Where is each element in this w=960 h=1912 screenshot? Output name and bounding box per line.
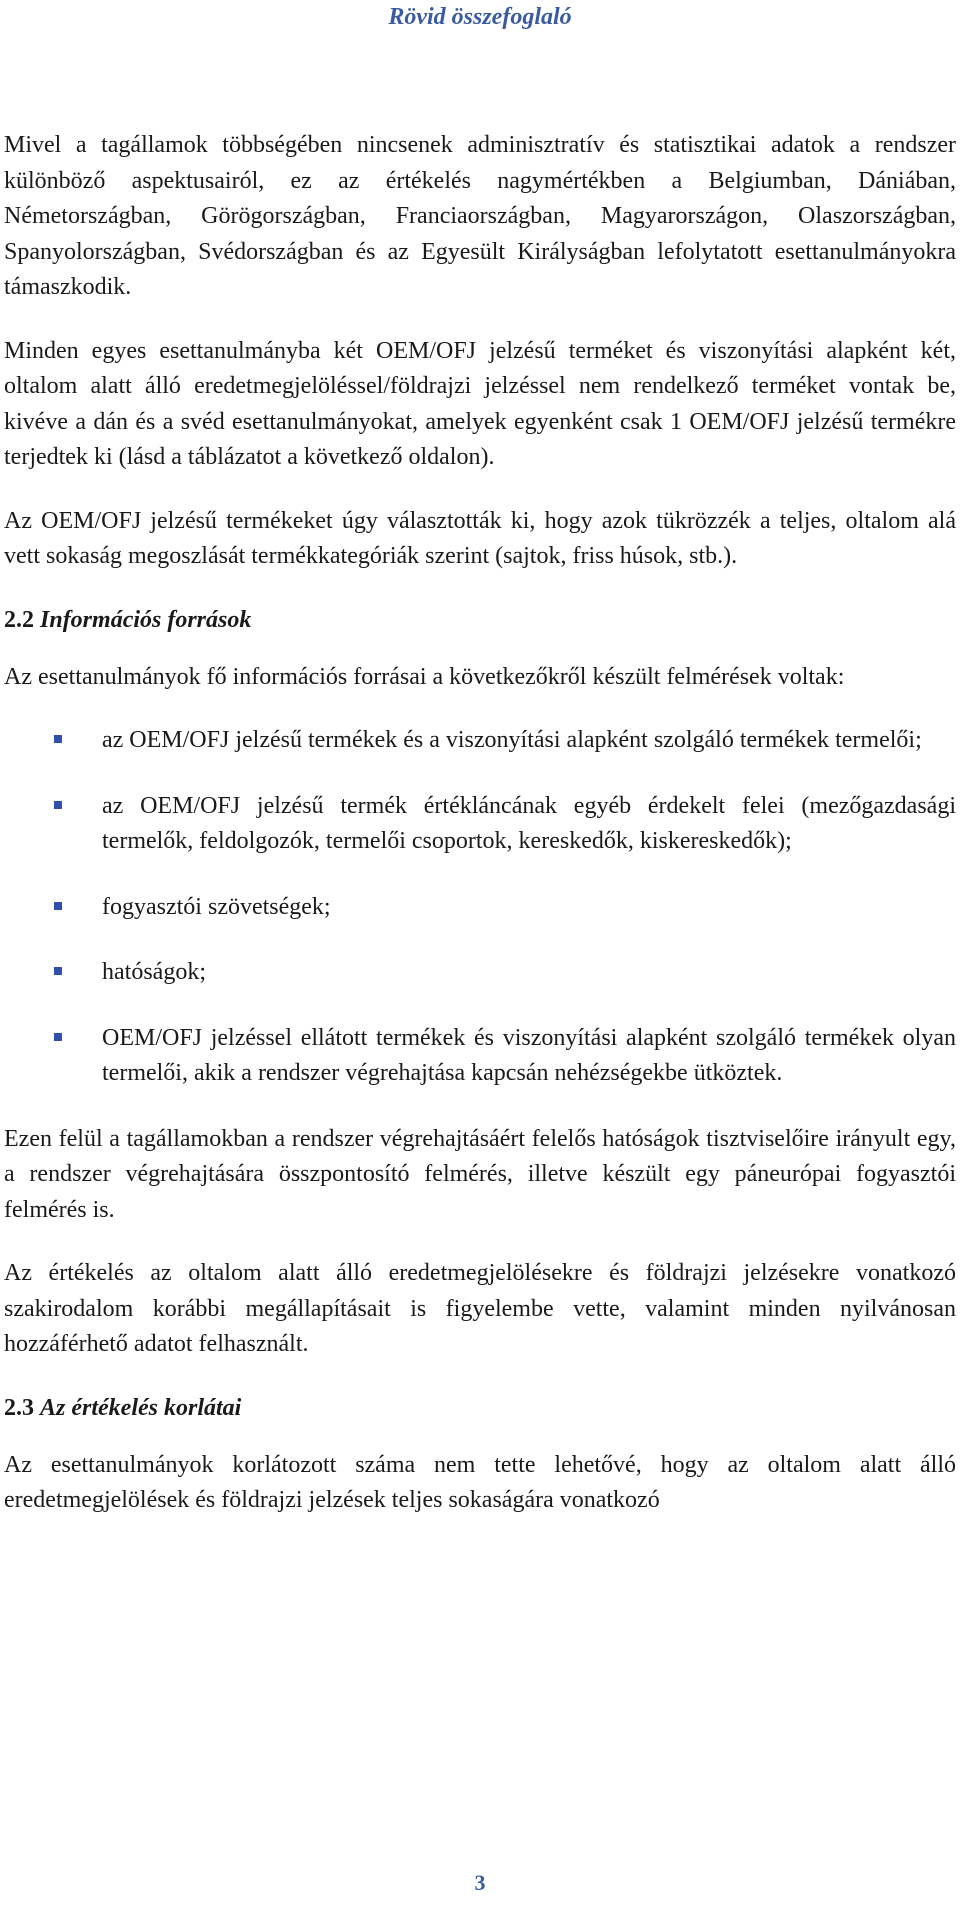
bullet-list-surveys [4, 723, 956, 1092]
square-bullet-icon [54, 735, 62, 743]
square-bullet-icon [54, 801, 62, 809]
list-item [4, 723, 956, 759]
list-item [4, 890, 956, 926]
square-bullet-icon [54, 902, 62, 910]
document-body [4, 128, 956, 1547]
section-number: 2.3 [4, 1394, 34, 1421]
list-item [4, 1021, 956, 1092]
paragraph-products-selection: Minden egyes esettanulmányba két OEM/OFJ jelzésű terméket és viszonyítási alapként két, oltalom alatt álló eredetmegjelöléssel/földrajzi jelzéssel nem rendelkező terméket vontak be, kivéve a dán és a svéd esettanulmányokat, amelyek egyenként csak 1 OEM/OFJ jelzésű termékre terjedtek ki (lásd a táblázatot a következő oldalon). [4, 337, 956, 470]
page-number: 3 [474, 1870, 486, 1895]
list-item [4, 955, 956, 991]
paragraph-authority-survey: Ezen felül a tagállamokban a rendszer végrehajtásáért felelős hatóságok tisztviselőire irányult egy, a rendszer végrehajtására összpontosító felmérés, illetve készült egy páneurópai fogyasztói felmérés is. [4, 1125, 956, 1223]
section-number: 2.2 [4, 606, 34, 633]
paragraph-information-sources: Az esettanulmányok fő információs forrásai a következőkről készült felmérések voltak: [4, 663, 845, 690]
section-title: Az értékelés korlátai [40, 1394, 242, 1421]
list-item [4, 789, 956, 860]
section-heading-limitations [4, 1391, 956, 1426]
list-item-text: hatóságok; [102, 959, 206, 985]
paragraph-literature: Az értékelés az oltalom alatt álló eredetmegjelölésekre és földrajzi jelzésekre vonatkozó szakirodalom korábbi megállapításait is figyelembe vette, valamint minden nyilvánosan hozzáférhető adatot felhasznált. [4, 1260, 956, 1357]
section-heading-information-sources [4, 603, 956, 638]
square-bullet-icon [54, 1033, 62, 1041]
list-item-text: OEM/OFJ jelzéssel ellátott termékek és viszonyítási alapként szolgáló termékek olyan termelői, akik a rendszer végrehajtása kapcsán nehézségekbe ütköztek. [102, 1024, 956, 1086]
list-item-text: az OEM/OFJ jelzésű termékek és a viszonyítási alapként szolgáló termékek termelői; [102, 727, 922, 753]
paragraph-product-categories: Az OEM/OFJ jelzésű termékeket úgy választották ki, hogy azok tükrözzék a teljes, oltalom alá vett sokaság megoszlását termékkategóriák szerint (sajtok, friss húsok, stb.). [4, 507, 956, 569]
list-item-text: fogyasztói szövetségek; [102, 893, 331, 920]
paragraph-case-studies: Mivel a tagállamok többségében nincsenek adminisztratív és statisztikai adatok a rendszer különböző aspektusairól, ez az értékelés nagymértékben a Belgiumban, Dániában, Németországban, Görögországban, Franciaországban, Magyarországon, Olaszországban, Spanyolországban, Svédországban és az Egyesült Királyságban lefolytatott esettanulmányokra támaszkodik. [4, 132, 956, 300]
page-header-title: Rövid összefoglaló [388, 4, 572, 30]
paragraph-limitations: Az esettanulmányok korlátozott száma nem tette lehetővé, hogy az oltalom alatt álló eredetmegjelölések és földrajzi jelzések teljes sokaságára vonatkozó [4, 1451, 956, 1513]
section-title: Információs források [40, 606, 252, 633]
square-bullet-icon [54, 967, 62, 975]
list-item-text: az OEM/OFJ jelzésű termék értékláncának egyéb érdekelt felei (mezőgazdasági termelők, feldolgozók, termelői csoportok, kereskedők, kiskereskedők); [102, 792, 956, 854]
